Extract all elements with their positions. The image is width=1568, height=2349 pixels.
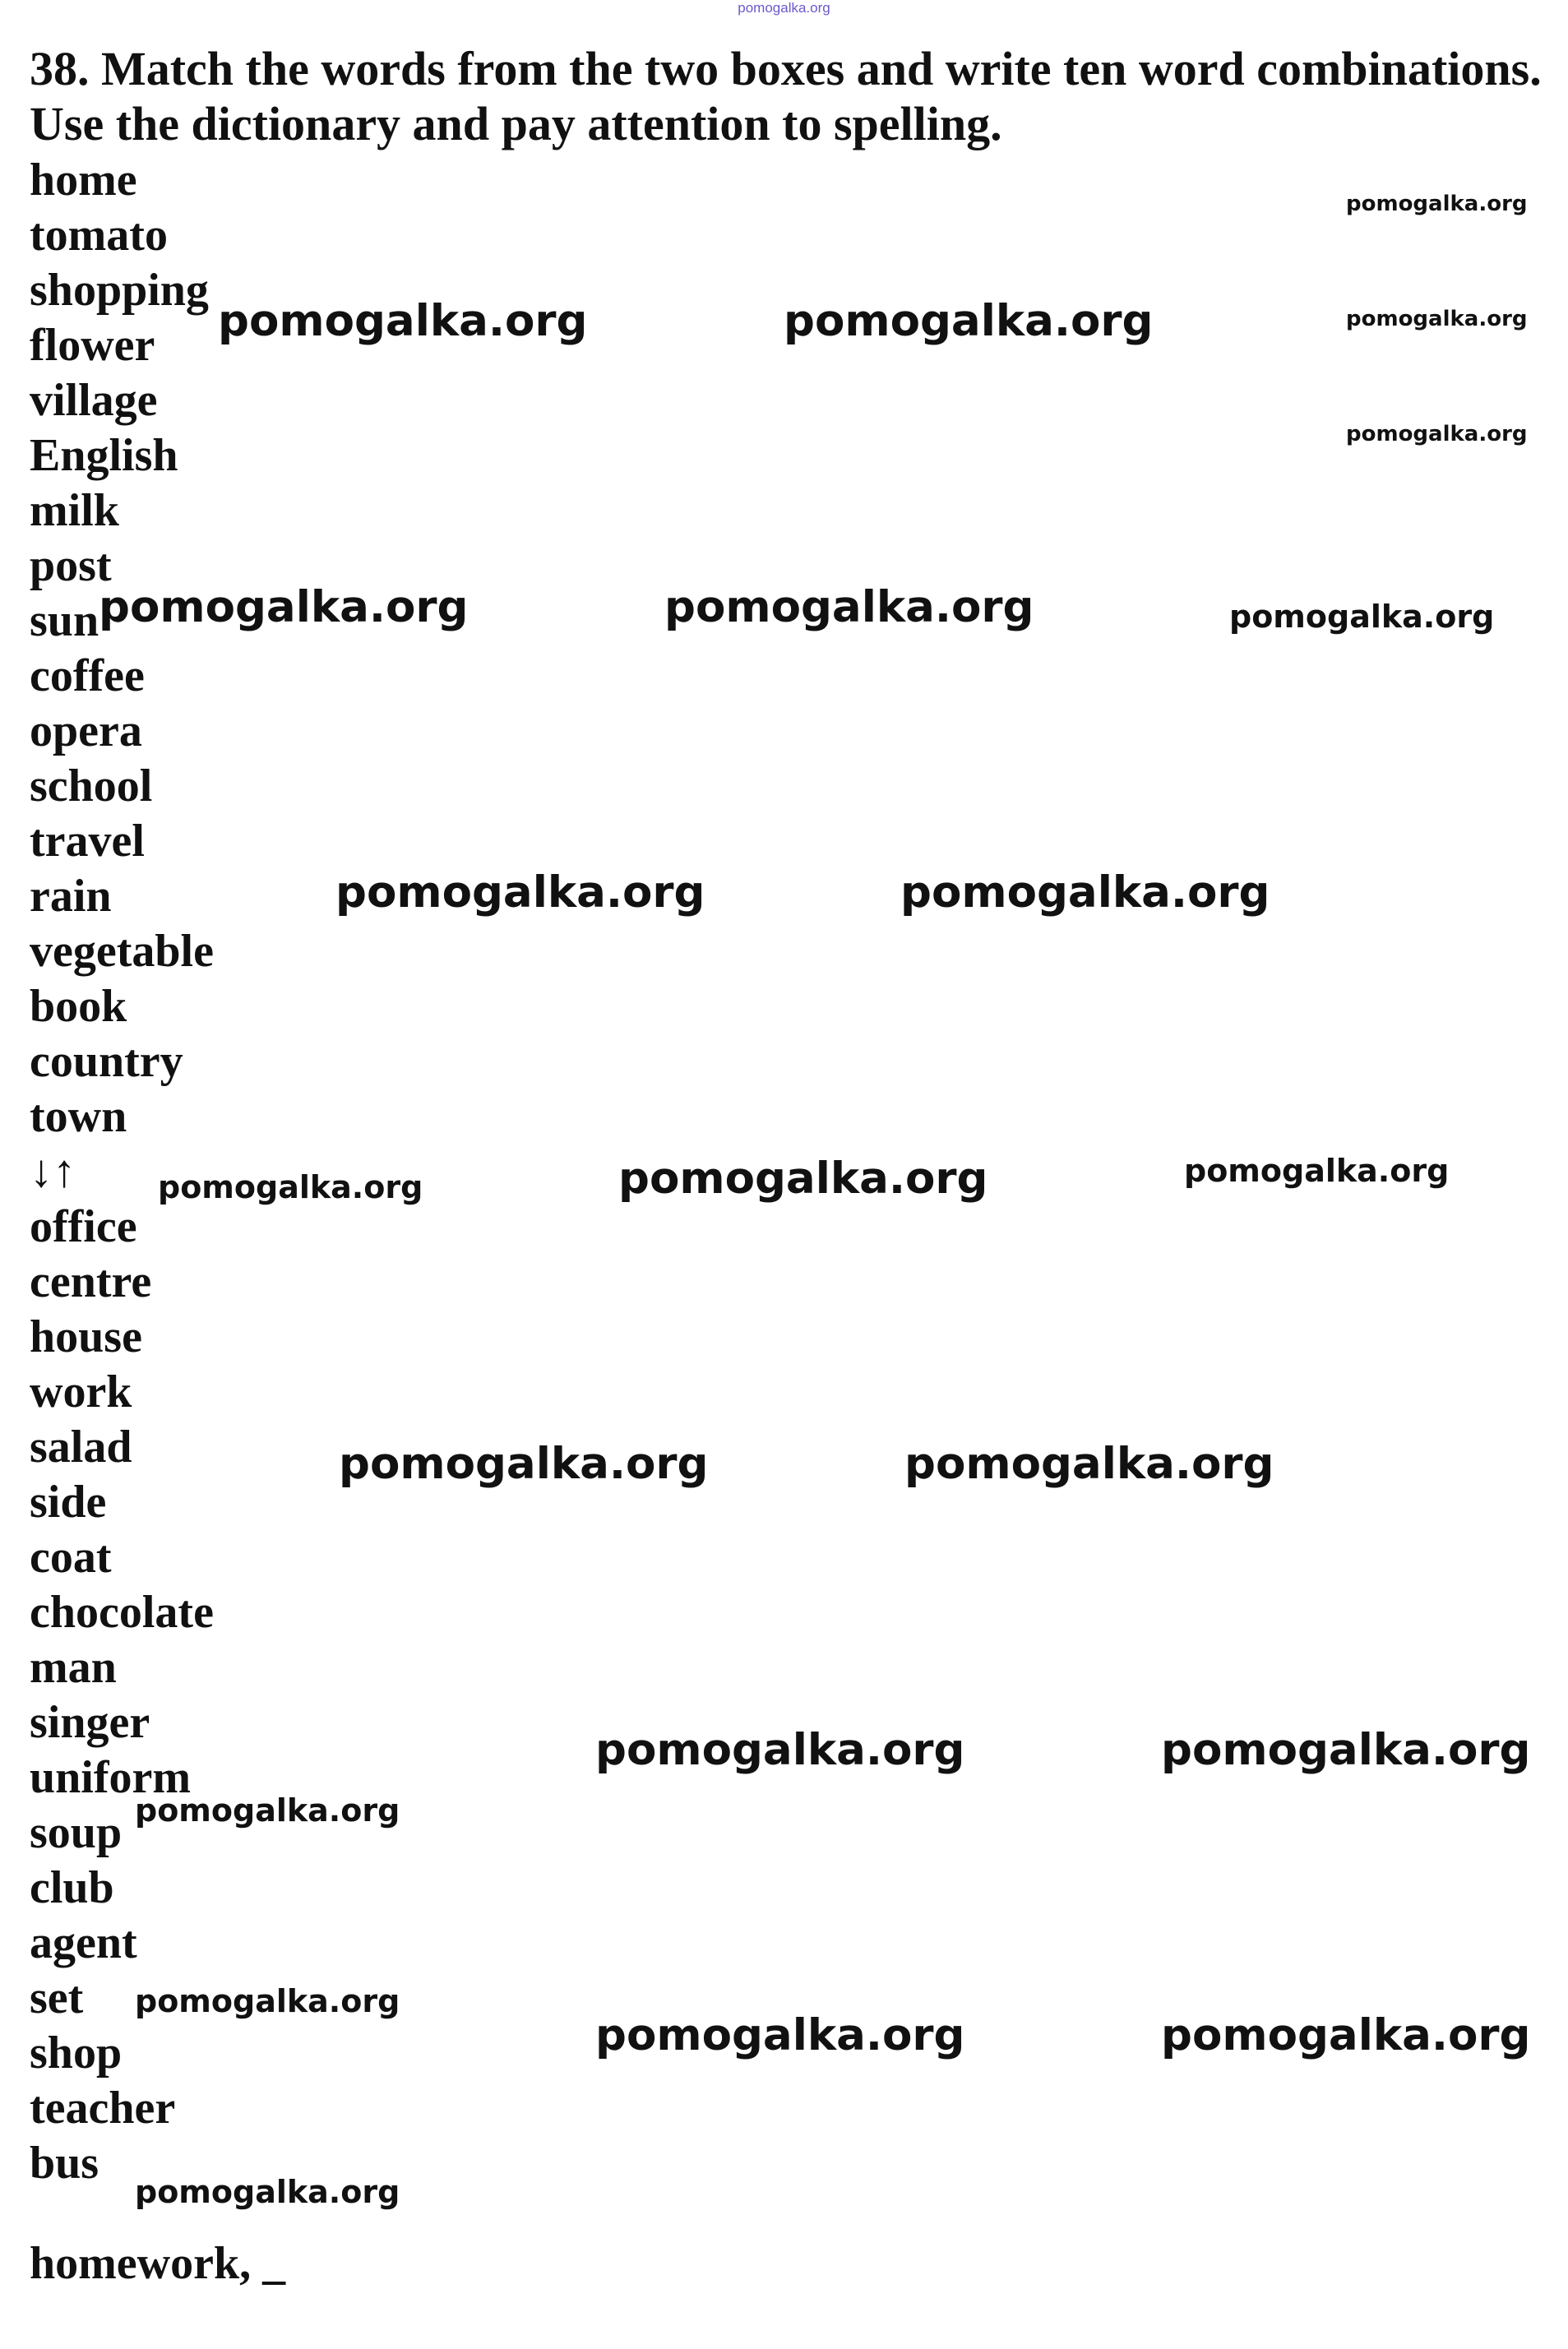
- word-item: singer: [30, 1697, 150, 1748]
- word-item: house: [30, 1311, 142, 1362]
- watermark: pomogalka.org: [618, 1154, 988, 1204]
- watermark: pomogalka.org: [135, 2174, 400, 2210]
- watermark: pomogalka.org: [135, 1983, 400, 2019]
- word-item: sun: [30, 595, 99, 646]
- word-item: shopping: [30, 265, 209, 316]
- word-item: teacher: [30, 2083, 176, 2134]
- word-item: office: [30, 1201, 137, 1252]
- word-item: flower: [30, 320, 155, 371]
- word-item: bus: [30, 2138, 99, 2189]
- word-item: tomato: [30, 210, 168, 261]
- word-item: town: [30, 1091, 127, 1142]
- word-item: English: [30, 430, 178, 481]
- word-item: vegetable: [30, 926, 214, 977]
- exercise-heading: [30, 41, 1559, 151]
- watermark: pomogalka.org: [784, 296, 1154, 346]
- watermark: pomogalka.org: [335, 867, 705, 918]
- word-item: coat: [30, 1532, 112, 1583]
- watermark: pomogalka.org: [158, 1169, 423, 1205]
- word-item: school: [30, 761, 153, 812]
- word-item: chocolate: [30, 1587, 214, 1638]
- watermark: pomogalka.org: [339, 1439, 709, 1489]
- word-item: man: [30, 1642, 117, 1693]
- word-item: club: [30, 1862, 114, 1913]
- word-item: set: [30, 1972, 84, 2023]
- watermark: pomogalka.org: [1229, 599, 1495, 635]
- watermark: pomogalka.org: [595, 1725, 965, 1775]
- watermark: pomogalka.org: [664, 582, 1034, 632]
- word-item: home: [30, 155, 137, 206]
- word-item: village: [30, 375, 158, 426]
- watermark: pomogalka.org: [595, 2010, 965, 2060]
- word-item: soup: [30, 1807, 123, 1858]
- watermark: pomogalka.org: [135, 1792, 400, 1829]
- watermark: pomogalka.org: [99, 582, 469, 632]
- word-item: side: [30, 1477, 107, 1528]
- word-item: book: [30, 981, 127, 1032]
- watermark: pomogalka.org: [1161, 1725, 1531, 1775]
- answer-example: homework, _: [30, 2238, 286, 2289]
- swap-arrows: ↓↑: [30, 1146, 76, 1197]
- word-item: post: [30, 540, 112, 591]
- watermark: pomogalka.org: [904, 1439, 1274, 1489]
- word-item: coffee: [30, 650, 145, 701]
- word-item: country: [30, 1036, 183, 1087]
- word-item: rain: [30, 871, 112, 922]
- word-item: work: [30, 1366, 132, 1417]
- watermark: pomogalka.org: [900, 867, 1270, 918]
- word-item: agent: [30, 1917, 137, 1968]
- heading-line-1: 38. Match the words from the two boxes and write ten word combinations.: [30, 42, 1542, 95]
- top-watermark: pomogalka.org: [738, 0, 830, 16]
- word-item: opera: [30, 705, 142, 756]
- word-item: shop: [30, 2028, 123, 2078]
- word-item: milk: [30, 485, 119, 536]
- word-item: travel: [30, 816, 145, 867]
- word-item: uniform: [30, 1752, 191, 1803]
- watermark: pomogalka.org: [1346, 422, 1528, 446]
- word-item: centre: [30, 1256, 152, 1307]
- heading-line-2: Use the dictionary and pay attention to spelling.: [30, 97, 1002, 150]
- word-item: salad: [30, 1422, 132, 1473]
- watermark: pomogalka.org: [1161, 2010, 1531, 2060]
- watermark: pomogalka.org: [218, 296, 588, 346]
- watermark: pomogalka.org: [1184, 1153, 1450, 1189]
- watermark: pomogalka.org: [1346, 192, 1528, 216]
- watermark: pomogalka.org: [1346, 307, 1528, 331]
